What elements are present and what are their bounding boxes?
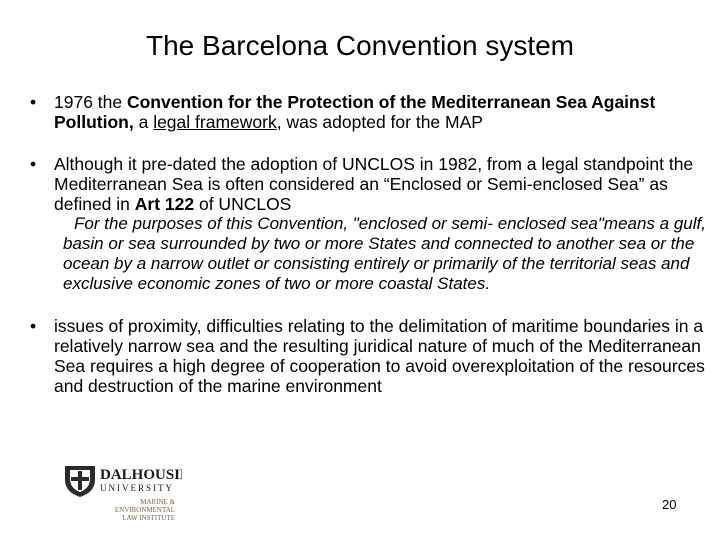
unclos-quote: For the purposes of this Convention, "enclosed or semi- enclosed sea"means a gulf, basin or sea surrounded by two or more States and connected to another sea or the ocean by a narrow outlet or consisting entirely or primarily of the territorial seas and exclusive economic zones of two or more coastal States.	[63, 214, 706, 293]
logo-text-1: DALHOUSIE	[100, 467, 182, 483]
logo-text-3: MARINE &	[140, 498, 175, 506]
bullet-2-article-ref: Art 122	[134, 194, 195, 214]
page-number: 20	[662, 497, 677, 512]
bullet-marker: •	[30, 92, 37, 112]
bullet-1-convention-name: Convention for the Protection of the Mediterranean Sea Against Pollution,	[54, 92, 656, 132]
logo-text-4: ENVIRONMENTAL	[114, 506, 175, 514]
bullet-2-text-before: Although it pre-dated the adoption of UNCLOS in 1982, from a legal standpoint the Mediterranean Sea is often considered an “Enclosed or Semi-enclosed Sea” as defined in	[54, 154, 694, 214]
university-crest-icon	[62, 464, 182, 524]
bullet-marker: •	[30, 154, 37, 174]
bullet-1-underlined: legal framework	[153, 112, 277, 132]
bullet-2-text-after: of UNCLOS	[194, 194, 292, 214]
logo-text-2: UNIVERSITY	[100, 483, 174, 493]
slide-title: The Barcelona Convention system	[146, 30, 574, 61]
bullet-1-end: , was adopted for the MAP	[276, 112, 483, 132]
bullet-3-text: issues of proximity, difficulties relating to the delimitation of maritime boundaries in a relatively narrow sea and the resulting juridical nature of much of the Mediterranean Sea requires a high degree of cooperation to avoid overexploitation of the resources and destruction of the marine environment	[54, 316, 705, 396]
bullet-1-year: 1976 the	[54, 92, 127, 112]
bullet-item-2	[30, 154, 710, 214]
bullet-marker: •	[30, 316, 37, 336]
logo-text-5: LAW INSTITUTE	[122, 514, 175, 522]
bullet-list	[30, 92, 710, 418]
bullet-item-1	[30, 92, 710, 132]
dalhousie-logo	[62, 464, 182, 524]
bullet-item-3	[30, 316, 710, 396]
bullet-1-mid: a	[133, 112, 154, 132]
